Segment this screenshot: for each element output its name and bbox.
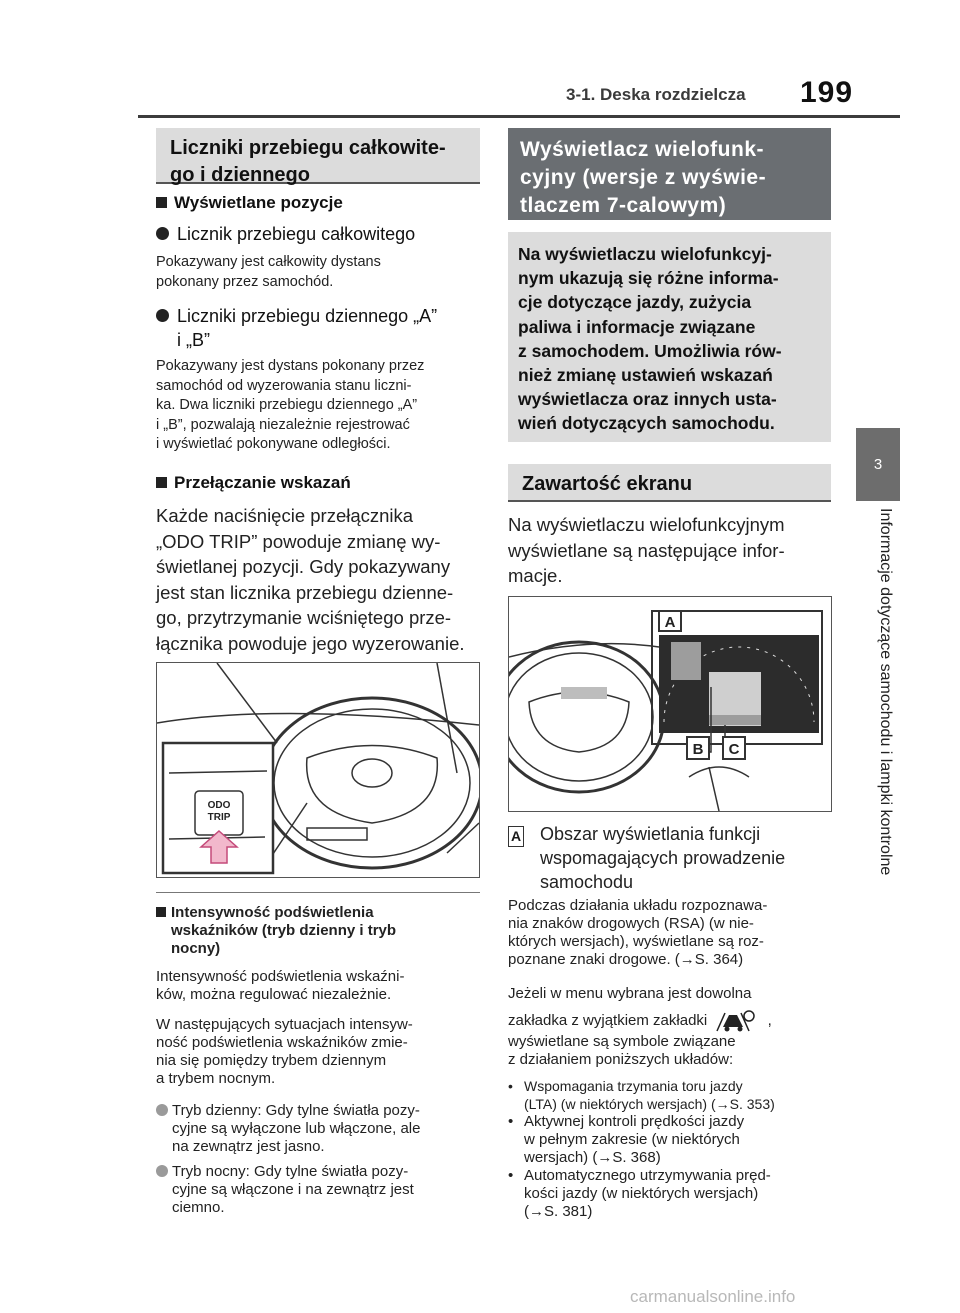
watermark: carmanualsonline.info [630,1287,796,1306]
bullet-icon: • [508,1078,513,1094]
subheading-displayed-items: Wyświetlane pozycje [156,193,343,213]
section-header: 3-1. Deska rozdzielcza [566,85,746,104]
odo-button-label-1: ODO [207,800,231,811]
section-title-odometer [156,128,480,184]
figure-multi-display [508,596,832,812]
list-item: • Automatycznego utrzymywania pręd- kości jazdy (w niektórych wersjach) (→S. 381) [508,1167,771,1220]
bullet-dot-icon [156,309,169,322]
header-rule [138,115,900,118]
note-text-1: Intensywność podświetlenia wskaźni- ków, można regulować niezależnie. [156,968,405,1003]
list-item: • Aktywnej kontroli prędkości jazdy w pełnym zakresie (w niektórych wersjach) (→S. 368) [508,1113,745,1166]
systems-list [508,1077,834,1221]
display-area-bc [709,715,761,725]
section-title-screen-content: Zawartość ekranu [508,464,831,502]
driving-assist-tab-icon [715,1009,759,1033]
item-a-title: Obszar wyświetlania funkcji wspomagających prowadzenie samochodu [540,824,786,892]
gray-bullet-icon [156,1104,168,1116]
bullet-trip-meters: Liczniki przebiegu dziennego „A” i „B” [156,304,437,352]
chapter-title-vertical: Informacje dotyczące samochodu i lampki kontrolne [877,508,894,876]
section-title-multi-display: Wyświetlacz wielofunk- cyjny (wersje z wyświe- tlaczem 7-calowym) [508,128,831,220]
bullet-dot-icon [156,227,169,240]
note-divider [156,892,480,893]
bullet-icon: • [508,1113,514,1130]
page-number: 199 [800,76,854,109]
intro-box: Na wyświetlaczu wielofunkcyj- nym ukazują się różne informa- cje dotyczące jazdy, zużycia paliwa i informacje związane z samochodem. Umożliwia rów- nież zmianę ustawień wskazań wyświetlacza oraz innych usta- wień dotyczących samochodu. [508,232,831,442]
note-text-2: W następujących sytuacjach intensyw- ność podświetlenia wskaźników zmie- nia się pomiędzy trybem dziennym a trybem nocnym. [156,1016,413,1087]
night-mode-item: Tryb nocny: Gdy tylne światła pozy- cyjne są włączone i na zewnątrz jest ciemno. [156,1163,480,1217]
square-bullet-icon [156,477,167,488]
subheading-switching: Przełączanie wskazań [156,473,351,493]
section-title-line1: Liczniki przebiegu całkowite- [170,137,446,159]
day-mode-item: Tryb dzienny: Gdy tylne światła pozy- cyjne są wyłączone lub włączone, ale na zewnątrz jest jasno. [156,1102,480,1156]
odometer-description: Pokazywany jest całkowity dystans pokonany przez samochód. [156,254,381,290]
figure-label-a: A [664,614,676,631]
odo-button-label-2: TRIP [207,812,231,823]
bullet-icon: • [508,1167,514,1184]
menu-description: Jeżeli w menu wybrana jest dowolna zakładka z wyjątkiem zakładki , wyświetlane są symbole związane z działaniem poniższych układów: [508,985,772,1068]
display-area-a [671,642,701,680]
item-a-marker: A [508,826,524,847]
square-bullet-icon [156,197,167,208]
item-a-description: Podczas działania układu rozpoznawa- nia znaków drogowych (RSA) (w nie- których wersjach), wyświetlane są roz- poznane znaki drogowe. (→S. 364) [508,897,768,968]
note-heading: Intensywność podświetlenia wskaźników (tryb dzienny i tryb nocny) [156,904,480,958]
figure-odo-trip [156,662,480,878]
list-item: • Wspomagania trzymania toru jazdy (LTA) (w niektórych wersjach) (→S. 353) [508,1078,775,1112]
square-bullet-icon [156,907,166,917]
steering-wheel-illustration [157,663,479,877]
figure-label-b: B [692,741,704,758]
display-strip [561,687,607,699]
gray-bullet-icon [156,1165,168,1177]
figure-label-c: C [728,741,740,758]
bullet-odometer: Licznik przebiegu całkowitego [156,222,415,246]
section-title-line2: go i dziennego [170,164,310,186]
trip-meters-description: Pokazywany jest dystans pokonany przez samochód od wyzerowania stanu liczni- ka. Dwa liczniki przebiegu dziennego „A” i „B”, pozwalają niezależnie rejestrować i wyświetlać pokonywane odległości. [156,358,425,452]
screen-content-description: Na wyświetlaczu wielofunkcyjnym wyświetlane są następujące infor- macje. [508,514,785,586]
dashboard-illustration [509,597,831,811]
switching-description: Każde naciśnięcie przełącznika „ODO TRIP” powoduje zmianę wy- świetlanej pozycji. Gdy pokazywany jest stan licznika przebiegu dzienne- go, przytrzymanie wciśniętego prze- łącznika powoduje jego wyzerowanie. [156,505,465,654]
chapter-tab: 3 [856,428,900,501]
